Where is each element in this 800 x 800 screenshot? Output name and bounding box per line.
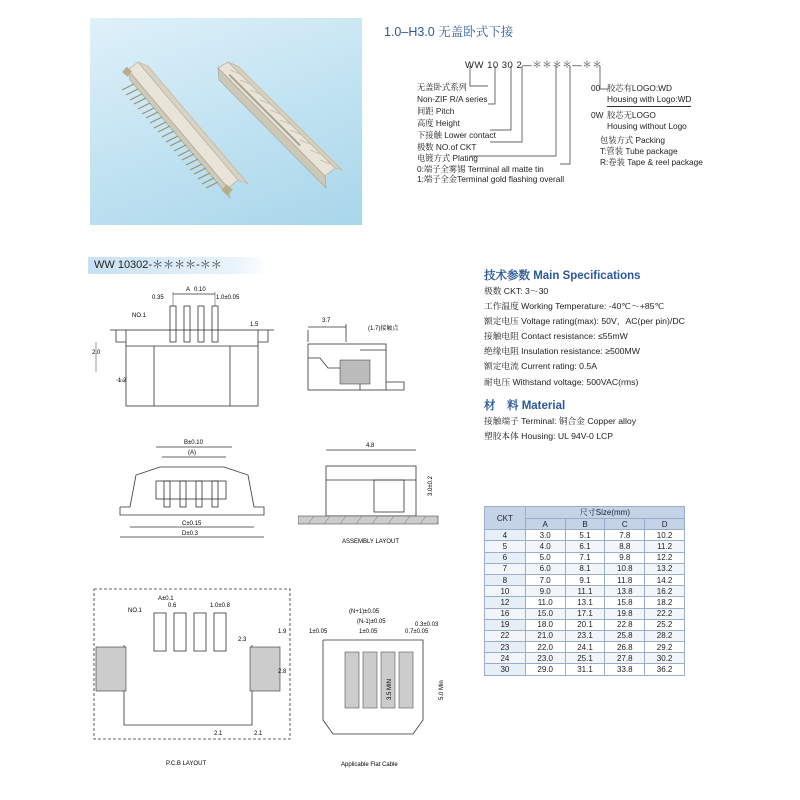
size-table-cell: 24.1 (565, 642, 605, 653)
size-table-ckt-cell: 10 (485, 586, 526, 597)
section-header: WW 10302-＊＊＊＊-＊＊ (88, 257, 268, 274)
size-table-cell: 11.8 (605, 574, 645, 585)
size-table-cell: 5.1 (565, 530, 605, 541)
dim-20: 2.0 (92, 350, 101, 356)
size-table-cell: 29.2 (645, 642, 685, 653)
size-table-cell: 11.1 (565, 586, 605, 597)
dim-035: 0.35 (152, 295, 164, 301)
logo-option-0w: 0W 胶芯无LOGO Housing without Logo (591, 110, 687, 131)
size-table-cell: 15.8 (605, 597, 645, 608)
material-terminal: 接触端子 Terminal: 铜合金 Copper alloy (484, 415, 637, 426)
spec-voltage: 额定电压 Voltage rating(max): 50V，AC(per pin)/DC (484, 316, 685, 327)
size-table-ckt-cell: 4 (485, 530, 526, 541)
packing-tube: T:管装 Tube package (600, 146, 678, 156)
code-line-series: 无盖卧式系列 Non-ZIF R/A series (417, 82, 488, 104)
size-table-cell: 12.2 (645, 552, 685, 563)
size-table-cell: 18.0 (525, 619, 565, 630)
dim-pitch: 1.0±0.05 (216, 295, 240, 301)
size-table-cell: 21.0 (525, 630, 565, 641)
size-table-cell: 14.2 (645, 574, 685, 585)
size-table-cell: 6.1 (565, 541, 605, 552)
pcb-dim-21a: 2.1 (214, 731, 223, 737)
table-row (485, 619, 685, 630)
pcb-dim-06: 0.6 (168, 603, 177, 609)
pcb-dim-28: 2.8 (278, 669, 287, 675)
size-table-cell: 6.0 (525, 563, 565, 574)
size-table-cell: 25.1 (565, 653, 605, 664)
table-row (485, 563, 685, 574)
logo-options (591, 83, 692, 132)
dim-15: 1.5 (250, 322, 259, 328)
size-table-cell: 33.8 (605, 664, 645, 675)
dim-a-ref: (A) (188, 450, 196, 456)
size-table-cell: 16.2 (645, 586, 685, 597)
size-table-cell: 22.8 (605, 619, 645, 630)
size-table-cell: 25.8 (605, 630, 645, 641)
dim-a-value: 0.10 (194, 287, 206, 293)
size-table-cell: 9.8 (605, 552, 645, 563)
size-table-cell: 13.8 (605, 586, 645, 597)
dim-c: C±0.15 (182, 521, 202, 527)
table-row (485, 630, 685, 641)
cable-dim-50: 5.0 Min (439, 680, 445, 700)
pcb-dim-pitch: 1.0±0.8 (210, 603, 230, 609)
size-table-cell: 10.8 (605, 563, 645, 574)
packing-reel: R:卷装 Tape & reel package (600, 157, 703, 167)
size-table-cell: 9.1 (565, 574, 605, 585)
size-table-ckt-cell: 5 (485, 541, 526, 552)
table-row (485, 642, 685, 653)
spec-ckt: 极数 CKT: 3～30 (484, 286, 549, 296)
dim-b: B±0.10 (184, 440, 203, 446)
spec-temperature: 工作温度 Working Temperature: -40℃～+85℃ (484, 301, 665, 312)
size-table-ckt-cell: 7 (485, 563, 526, 574)
size-table-ckt-cell: 19 (485, 619, 526, 630)
size-table-ckt-header: CKT (485, 507, 526, 530)
pcb-no1-label: NO.1 (128, 608, 143, 614)
size-table-cell: 13.2 (645, 563, 685, 574)
size-table-cell: 25.2 (645, 619, 685, 630)
code-line-height: 高度 Height (417, 117, 460, 128)
size-table-col: C (605, 519, 645, 530)
size-table-ckt-cell: 24 (485, 653, 526, 664)
packing-options (600, 135, 703, 168)
size-table-ckt-cell: 8 (485, 574, 526, 585)
table-row (485, 653, 685, 664)
size-table-cell: 7.1 (565, 552, 605, 563)
size-table-cell: 10.2 (645, 530, 685, 541)
cable-dim-1b: 1±0.05 (359, 629, 378, 635)
code-line-contact: 下接触 Lower contact (417, 129, 496, 140)
front-view-drawing (90, 282, 290, 417)
size-table-cell: 29.0 (525, 664, 565, 675)
cable-dim-1a: 1±0.05 (309, 629, 328, 635)
size-table-ckt-cell: 30 (485, 664, 526, 675)
table-row (485, 541, 685, 552)
size-table-ckt-cell: 6 (485, 552, 526, 563)
code-line-pitch: 间距 Pitch (417, 105, 455, 116)
code-line-plating: 电镀方式 Plating (417, 153, 478, 164)
pcb-layout-drawing (88, 585, 298, 770)
contact-point-label: (1.7)接触点 (368, 326, 399, 332)
cable-dim-n1: (N+1)±0.05 (349, 609, 380, 615)
cable-dim-03: 0.3±0.03 (415, 622, 439, 628)
product-photo (90, 18, 362, 225)
size-table-cell: 26.8 (605, 642, 645, 653)
spec-contact-resistance: 接触电阻 Contact resistance: ≤55mW (484, 331, 628, 342)
size-table-cell: 9.0 (525, 586, 565, 597)
size-table-ckt-cell: 16 (485, 608, 526, 619)
material-housing: 塑胶本体 Housing: UL 94V-0 LCP (484, 430, 614, 441)
pcb-dim-19: 1.9 (278, 629, 287, 635)
size-table-col: D (645, 519, 685, 530)
size-table-cell: 8.1 (565, 563, 605, 574)
packing-title: 包装方式 Packing (600, 135, 666, 145)
table-row (485, 664, 685, 675)
size-table-cell: 3.0 (525, 530, 565, 541)
size-table-col: A (525, 519, 565, 530)
cable-dim-07: 0.7±0.05 (405, 629, 429, 635)
size-table-cell: 22.0 (525, 642, 565, 653)
assembly-caption: ASSEMBLY LAYOUT (342, 539, 400, 545)
size-table-cell: 11.0 (525, 597, 565, 608)
part-number-code: WW 10 30 2—＊＊＊＊—＊＊ (465, 60, 603, 71)
size-table-cell: 7.0 (525, 574, 565, 585)
table-row (485, 574, 685, 585)
pcb-dim-21b: 2.1 (254, 731, 263, 737)
size-table-cell: 11.2 (645, 541, 685, 552)
size-table-cell: 7.8 (605, 530, 645, 541)
size-table-size-header: 尺寸Size(mm) (525, 507, 684, 519)
size-table-cell: 28.2 (645, 630, 685, 641)
size-table-cell: 4.0 (525, 541, 565, 552)
material-title: 材 料 Material (484, 399, 566, 412)
flat-cable-drawing (305, 600, 455, 770)
spec-title: 技术参数 Main Specifications (484, 270, 641, 282)
pcb-dim-23: 2.3 (238, 637, 247, 643)
size-table-cell: 23.1 (565, 630, 605, 641)
table-row (485, 552, 685, 563)
size-table-cell: 8.8 (605, 541, 645, 552)
dim-12: 1.2 (118, 378, 127, 384)
size-table-cell: 22.2 (645, 608, 685, 619)
size-table-ckt-cell: 23 (485, 642, 526, 653)
size-table (484, 506, 685, 676)
connector-image-2 (218, 62, 342, 188)
code-line-gold: 1:端子全金Terminal gold flashing overall (417, 173, 565, 184)
size-table-cell: 23.0 (525, 653, 565, 664)
table-row (485, 608, 685, 619)
table-row (485, 586, 685, 597)
dim-height: 3.0±0.2 (428, 476, 434, 496)
cable-dim-35: 3.5 MIN (387, 678, 393, 700)
cable-caption: Applicable Flat Cable (341, 762, 398, 768)
size-table-cell: 19.8 (605, 608, 645, 619)
logo-option-00: 00 胶芯有LOGO:WD Housing with Logo:WD (607, 83, 691, 107)
code-line-tin: 0:端子全雾锡 Terminal all matte tin (417, 164, 544, 175)
size-table-cell: 13.1 (565, 597, 605, 608)
dim-37: 3.7 (322, 318, 331, 324)
no1-label: NO.1 (132, 313, 147, 319)
pcb-dim-a: A±0.1 (158, 596, 174, 602)
size-table-cell: 5.0 (525, 552, 565, 563)
spec-withstand: 耐电压 Withstand voltage: 500VAC(rms) (484, 376, 639, 387)
size-table-cell: 20.1 (565, 619, 605, 630)
size-table-col: B (565, 519, 605, 530)
code-line-ckt: 极数 NO.of CKT (417, 141, 477, 152)
dim-48: 4.8 (366, 443, 375, 449)
dim-a-label: A (186, 287, 191, 293)
size-table-cell: 15.0 (525, 608, 565, 619)
dim-d: D±0.3 (182, 531, 198, 537)
cable-dim-n2: (N-1)±0.05 (357, 619, 386, 625)
size-table-ckt-cell: 12 (485, 597, 526, 608)
assembly-layout-drawing (298, 440, 463, 550)
spec-current: 额定电流 Current rating: 0.5A (484, 361, 597, 372)
size-table-ckt-cell: 22 (485, 630, 526, 641)
ordering-code-list (417, 82, 564, 184)
top-view-drawing (108, 435, 284, 545)
specifications (484, 268, 685, 444)
size-table-cell: 31.1 (565, 664, 605, 675)
pcb-caption: P.C.B LAYOUT (166, 761, 207, 767)
size-table-cell: 17.1 (565, 608, 605, 619)
page-title: 1.0–H3.0 无盖卧式下接 (384, 25, 514, 39)
spec-insulation: 绝缘电阻 Insulation resistance: ≥500MW (484, 346, 640, 357)
side-view-drawing (300, 310, 412, 405)
table-row (485, 530, 685, 541)
size-table-cell: 36.2 (645, 664, 685, 675)
size-table-cell: 30.2 (645, 653, 685, 664)
size-table-cell: 27.8 (605, 653, 645, 664)
size-table-cell: 18.2 (645, 597, 685, 608)
table-row (485, 597, 685, 608)
